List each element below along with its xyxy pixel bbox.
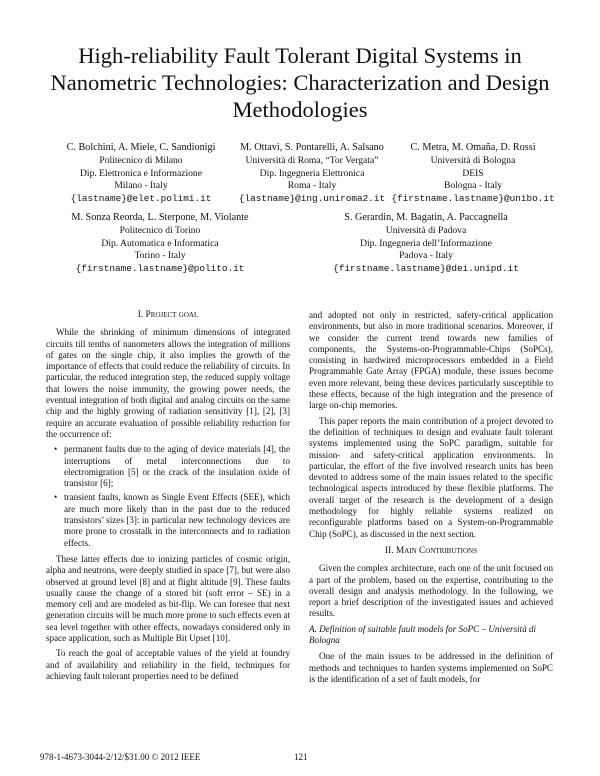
author-block-roma	[222, 142, 402, 205]
list-item: • permanent faults due to the aging of device materials [4], the interruptions of metal interconnections due to electromigration [5] or the crack of the insulation oxide of transistor [6];	[64, 444, 290, 489]
author-location: Padova - Italy	[399, 250, 453, 262]
author-names: C. Metra, M. Omaña, D. Rossi	[410, 142, 536, 153]
author-location: Torino - Italy	[134, 250, 186, 262]
author-names: M. Ottavi, S. Pontarelli, A. Salsano	[240, 142, 384, 153]
author-institution: Politecnico di Torino	[119, 225, 201, 237]
paragraph: and adopted not only in restricted, safety-critical application environments, but also in more traditional scenarios. Moreover, if we consider the current trend towards new families of components, the Systems-on-Programmable-Chips (SoPCs), consisting in hardwired microprocessors embedded in a Field Programmable Gate Array (FPGA) module, these issues become even more relevant, being these devices particularly susceptible to these effects, because of the high integration and the presence of large on-chip memories.	[309, 310, 553, 411]
author-institution: Università di Roma, “Tor Vergata”	[245, 155, 379, 167]
author-dept: Dip. Elettronica e Informazione	[79, 167, 202, 179]
author-names: M. Sonza Reorda, L. Sterpone, M. Violante	[71, 212, 249, 223]
list-item: • transient faults, known as Single Event Effects (SEE), which are much more likely than in the past due to the reduced transistors’ sizes [3]: in particular new technology devices are more prone to crosstalk in the interconnects and to radiation effects.	[64, 492, 290, 548]
author-dept: DEIS	[462, 167, 484, 179]
footer-isbn: 978-1-4673-3044-2/12/$31.00 © 2012 IEEE	[40, 752, 201, 762]
paragraph: One of the main issues to be addressed in the definition of methods and techniques to harden systems implemented on SoPC is the identification of a set of fault models, for	[309, 651, 553, 684]
section-title-project-goal: I. Project goal	[137, 310, 199, 320]
author-location: Roma - Italy	[287, 180, 337, 192]
author-block-bologna	[378, 142, 568, 205]
author-block-torino	[40, 212, 280, 275]
paper-title: High-reliability Fault Tolerant Digital Systems in Nanometric Technologies: Characterization and Design Methodologies	[50, 43, 550, 122]
author-email: {lastname}@elet.polimi.it	[70, 192, 212, 204]
section-title-main-contributions: II. Main Contributions	[384, 545, 478, 556]
author-email: {firstname.lastname}@unibo.it	[391, 192, 555, 204]
author-institution: Università di Padova	[385, 225, 467, 237]
author-dept: Dip. Ingegneria dell’Informazione	[360, 237, 492, 249]
author-email: {firstname.lastname}@polito.it	[75, 262, 245, 274]
author-block-padova	[306, 212, 546, 275]
author-block-milano	[46, 142, 236, 205]
fault-type-list	[46, 444, 290, 549]
author-institution: Università di Bologna	[430, 155, 516, 167]
paragraph: These latter effects due to ionizing particles of cosmic origin, alpha and neutrons, were deeply studied in space [7], but were also observed at ground level [8] and at flight altitude [9]. These faults usually cause the change of a stored bit (soft error – SE) in a memory cell and are modeled as bit-flip. We can foresee that next generation circuits will be much more prone to such effects even at sea level together with other effects, nowadays considered only in space application, such as Multiple Bit Upset [10].	[46, 553, 291, 644]
author-email: {firstname.lastname}@dei.unipd.it	[333, 262, 519, 274]
paragraph: To reach the goal of acceptable values of the yield at foundry and of availability and reliability in the field, techniques for achieving fault tolerant properties need to be defined	[46, 648, 290, 681]
right-column	[309, 310, 553, 689]
subsection-title: A. Definition of suitable fault models for SoPC – Università di Bologna	[309, 623, 537, 646]
page-number: 121	[294, 752, 308, 762]
author-dept: Dip. Automatica e Informatica	[101, 237, 219, 249]
author-institution: Politecnico di Milano	[99, 155, 183, 167]
author-names: S. Gerardin, M. Bagatin, A. Paccagnella	[344, 212, 508, 223]
left-column	[46, 310, 290, 686]
author-email: {lastname}@ing.uniroma2.it	[238, 192, 386, 204]
author-location: Milano - Italy	[114, 180, 168, 192]
author-dept: Dip. Ingegneria Elettronica	[259, 167, 365, 179]
paragraph: This paper reports the main contribution of a project devoted to the definition of techniques to design and evaluate fault tolerant systems implemented using the SoPC paradigm, suitable for mission- and safety-critical application environments. In particular, the effort of the five involved research units has been devoted to address some of the main issues related to the specific technological aspects introduced by these flexible platforms. The overall target of the research is the development of a design methodology for highly reliable systems realized on reconfigurable platforms based on a System-on-Programmable Chip (SoPC), as discussed in the next section.	[309, 415, 553, 539]
paragraph: Given the complex architecture, each one of the unit focused on a part of the problem, based on the expertise, contributing to the overall design and analysis methodology. In the following, we report a brief description of the investigated issues and achieved results.	[309, 563, 553, 619]
author-location: Bologna - Italy	[443, 180, 503, 192]
author-names: C. Bolchini, A. Miele, C. Sandionigi	[66, 142, 216, 153]
paragraph: While the shrinking of minimum dimensions of integrated circuits till tenths of nanometers allows the integration of millions of gates on the single chip, it also implies the growth of the importance of effects that could reduce the reliability of circuits. In particular, the reduced integration step, the reduced supply voltage that lowers the noise immunity, the growing power needs, the eventual integration of both digital and analog circuits on the same chip and the highly growing of radiation sensitivity [1], [2], [3] require an accurate evaluation of possible reliability reduction for the occurrence of:	[46, 327, 291, 439]
